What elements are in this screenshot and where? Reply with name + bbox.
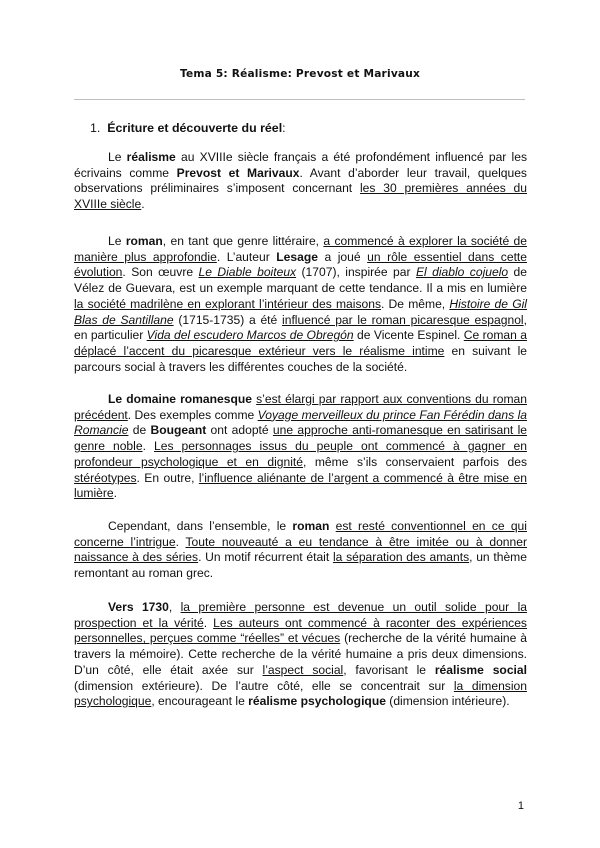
- underlined-text: Vida del escudero Marcos de Obregón: [146, 328, 354, 343]
- text-run: de Vicente Espinel.: [353, 328, 464, 343]
- underlined-text: l’aspect social: [262, 662, 344, 677]
- underlined-text: une approche anti-romanesque en satirisant le genre noble: [74, 423, 527, 454]
- text-run: .: [142, 439, 154, 454]
- bold-text: roman: [125, 234, 163, 248]
- section-heading: [90, 121, 286, 135]
- underlined-text: El diablo cojuelo: [415, 265, 509, 280]
- underlined-text: la première personne est devenue un outil solide pour la prospection et la vérité: [74, 600, 527, 630]
- text-run: , même s’ils conservaient parfois des: [303, 454, 527, 469]
- paragraph-vers-1730: [74, 600, 527, 710]
- underlined-text: Le Diable boiteux: [198, 265, 297, 280]
- bold-text: Lesage: [276, 249, 318, 264]
- section-title: Écriture et découverte du réel: [107, 121, 283, 135]
- underlined-text: s’est élargi par rapport aux conventions du roman précédent: [74, 392, 527, 422]
- text-run: , en tant que genre littéraire,: [162, 234, 324, 248]
- underlined-text: la dimension psychologique: [74, 678, 527, 709]
- text-run: . Un motif récurrent était: [198, 550, 333, 565]
- text-run: Cependant, dans l’ensemble, le: [108, 519, 293, 533]
- bold-text: Bougeant: [150, 423, 207, 438]
- text-run: de Vélez de Guevara, est un exemple marquant de cette tendance. Il a mis en lumière: [74, 265, 528, 296]
- text-run: en suivant le parcours social à travers les différentes couches de la société.: [74, 343, 527, 374]
- text-run: (1707), inspirée par: [296, 265, 416, 280]
- underlined-text: un rôle essentiel dans cette évolution: [74, 249, 528, 280]
- underlined-text: stéréotypes: [74, 470, 137, 485]
- document-title: Tema 5: Réalisme: Prevost et Marivaux: [179, 68, 421, 80]
- text-run: . Des exemples comme: [127, 407, 258, 422]
- text-run: , un thème remontant au roman grec.: [74, 550, 527, 581]
- text-run: , encourageant le: [151, 694, 249, 709]
- text-run: (dimension intérieure).: [385, 694, 510, 709]
- underlined-text: Les personnages issus du peuple ont commencé à gagner en profondeur psychologique et en dignité: [74, 439, 527, 469]
- text-run: , favorisant le: [343, 662, 435, 677]
- underlined-text: Voyage merveilleux du prince Fan Férédin dans la Romancie: [74, 407, 527, 438]
- underlined-text: est resté conventionnel en ce qui concerne l’intrigue: [74, 519, 527, 549]
- underlined-text: a commencé à explorer la société de manière plus approfondie: [74, 234, 527, 264]
- text-run: , en particulier: [74, 312, 527, 343]
- bold-text: Le domaine romanesque: [108, 392, 252, 406]
- bold-text: Prevost et Marivaux: [176, 165, 300, 180]
- header-rule: [74, 99, 525, 100]
- text-run: Le: [108, 234, 126, 248]
- underlined-text: Toute nouveauté a eu tendance à être imitée ou à donner naissance à des séries: [74, 534, 527, 565]
- bold-text: Vers 1730: [108, 600, 169, 614]
- bold-text: roman: [292, 519, 330, 533]
- text-run: . De même,: [381, 296, 450, 311]
- text-run: (dimension extérieure). De l’autre côté, elle se concentrait sur: [74, 678, 454, 693]
- text-run: .: [175, 534, 186, 549]
- text-run: a joué: [317, 249, 368, 264]
- underlined-text: Ce roman a déplacé l’accent du picaresque extérieur vers le réalisme intime: [74, 328, 527, 358]
- underlined-text: Les auteurs ont commencé à raconter des expériences personnelles, perçues comme “réelles” et vécues: [74, 615, 527, 646]
- section-suffix: :: [282, 121, 286, 135]
- text-run: (1715-1735) a été: [173, 312, 283, 327]
- text-run: au XVIIIe siècle français a été profondément influencé par les écrivains comme: [74, 150, 528, 180]
- text-run: . En outre,: [136, 470, 199, 485]
- underlined-text: les 30 premières années du XVIIIe siècle: [74, 181, 527, 212]
- text-run: .: [113, 486, 118, 501]
- underlined-text: influencé par le roman picaresque espagnol: [282, 312, 524, 327]
- underlined-text: Histoire de Gil Blas de Santillane: [74, 296, 527, 327]
- paragraph-intrigue: [74, 519, 527, 582]
- text-run: de: [128, 423, 151, 438]
- text-run: . Son œuvre: [122, 265, 199, 280]
- section-number: 1.: [90, 121, 101, 135]
- text-run: . Avant d’aborder leur travail, quelques observations préliminaires s’imposent concernant: [74, 165, 527, 196]
- text-run: .: [203, 615, 214, 630]
- underlined-text: la séparation des amants: [332, 550, 470, 565]
- bold-text: réalisme: [126, 150, 176, 164]
- paragraph-domaine-romanesque: [74, 392, 527, 502]
- underlined-text: l’influence aliénante de l’argent a commencé à être mise en lumière: [74, 470, 527, 501]
- text-run: ,: [168, 600, 181, 614]
- bold-text: réalisme social: [434, 662, 527, 677]
- text-run: .: [141, 197, 145, 212]
- underlined-text: la société madrilène en explorant l’intérieur des maisons: [74, 296, 381, 311]
- paragraph-realisme: [74, 150, 527, 213]
- text-run: ont adopté: [206, 423, 273, 438]
- paragraph-roman: [74, 234, 527, 375]
- text-run: . L’auteur: [216, 249, 277, 264]
- text-run: (recherche de la vérité humaine à travers la mémoire). Cette recherche de la vérité humaine a pris deux dimensions. D’un côté, elle était axée sur: [74, 631, 527, 677]
- page-number: 1: [517, 800, 524, 812]
- text-run: Le: [108, 150, 127, 164]
- bold-text: réalisme psychologique: [248, 694, 386, 709]
